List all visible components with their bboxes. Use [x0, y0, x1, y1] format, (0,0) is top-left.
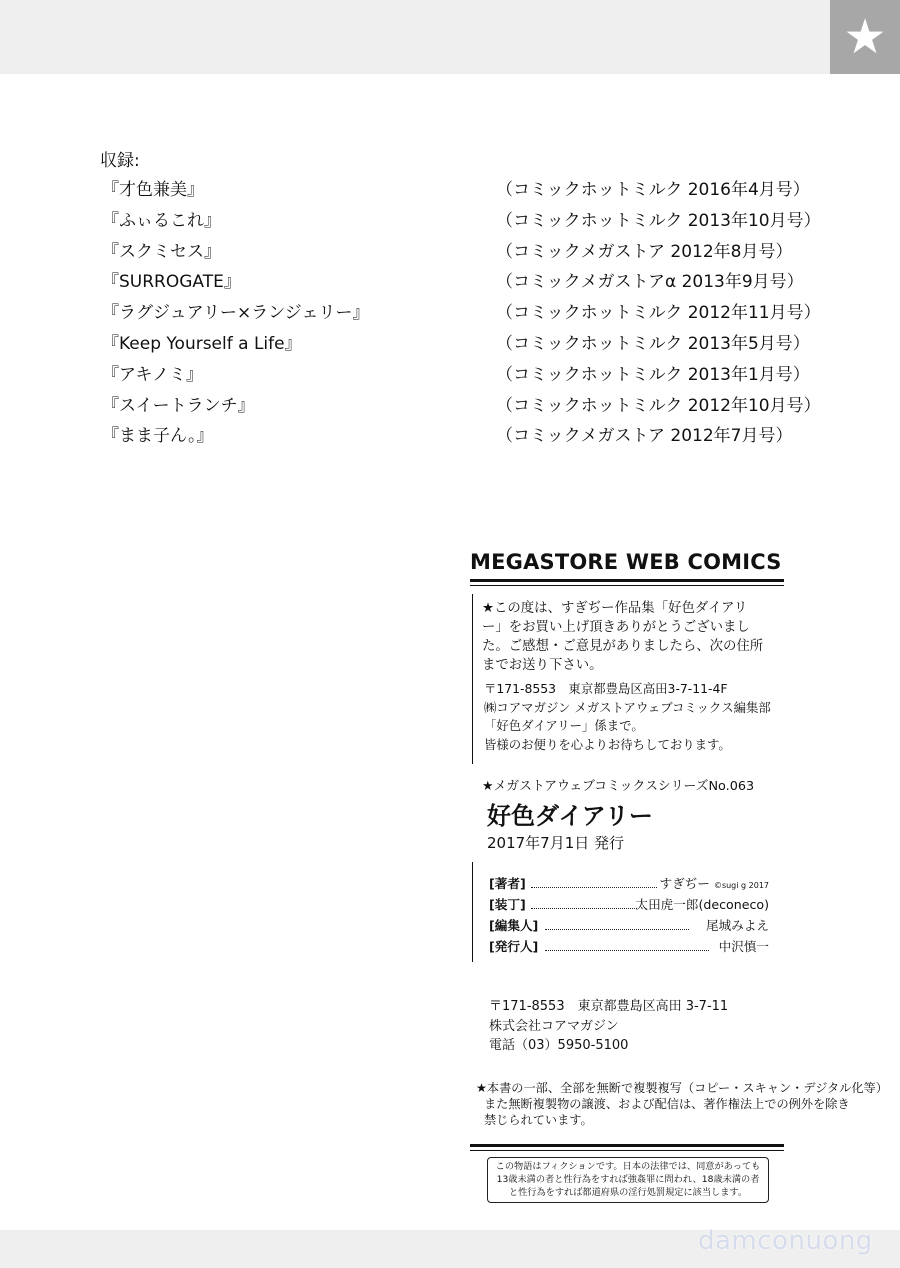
story-source: （コミックホットミルク 2016年4月号）	[496, 180, 810, 200]
publication-date: 2017年7月1日 発行	[487, 834, 625, 852]
credit-design	[489, 895, 769, 915]
list-item	[100, 329, 840, 360]
list-item	[100, 267, 840, 298]
credit-name: 中沢慎一	[718, 939, 769, 954]
credit-role: [装丁]	[489, 897, 526, 912]
notice-line: この物語はフィクションです。日本の法律では、同意があっても	[495, 1161, 761, 1172]
dot-leader	[531, 895, 637, 909]
story-source: （コミックメガストアα 2013年9月号）	[496, 272, 804, 293]
list-item	[100, 175, 840, 206]
list-item	[100, 391, 840, 422]
copyright-notice	[476, 1080, 888, 1128]
credit-role: [編集人]	[489, 918, 539, 933]
divider	[472, 594, 473, 764]
message-line: までお送り下さい。	[482, 658, 603, 673]
story-source: （コミックホットミルク 2013年10月号）	[496, 210, 821, 231]
mailing-address	[484, 680, 784, 754]
story-source: （コミックホットミルク 2012年10月号）	[496, 395, 821, 416]
watermark: damconuong	[698, 1226, 873, 1256]
publisher-info	[489, 997, 728, 1056]
fiction-notice-box	[487, 1157, 769, 1203]
story-title: 『SURROGATE』	[102, 272, 241, 293]
list-item	[100, 421, 840, 452]
notice-line: 13歳未満の者と性行為をすれば強姦罪に問われ、18歳未満の者	[496, 1174, 760, 1186]
address-line: 皆様のお便りを心よりお待ちしております。	[484, 736, 731, 752]
credit-author	[489, 874, 769, 894]
list-item	[100, 298, 840, 329]
publisher-line: 〒171-8553 東京都豊島区高田 3-7-11	[489, 999, 729, 1014]
credit-name: 太田虎一郎(deconeco)	[635, 897, 769, 912]
divider	[470, 1144, 784, 1147]
message-line: た。ご感想・ご意見がありましたら、次の住所	[482, 639, 764, 654]
contents-heading: 収録:	[100, 151, 140, 171]
story-title: 『才色兼美』	[102, 180, 204, 200]
corner-star-box	[830, 0, 900, 74]
story-title: 『アキノミ』	[102, 364, 203, 385]
address-line: 「好色ダイアリー」係まで。	[484, 718, 644, 733]
brand-title: MEGASTORE WEB COMICS	[470, 550, 782, 574]
legal-line: 禁じられています。	[484, 1113, 593, 1127]
address-line: 〒171-8553 東京都豊島区高田3-7-11-4F	[484, 681, 728, 696]
story-source: （コミックメガストア 2012年8月号）	[496, 241, 793, 262]
top-band	[0, 0, 900, 74]
book-title: 好色ダイアリー	[487, 802, 653, 830]
star-icon: ★	[843, 9, 887, 65]
dot-leader	[531, 874, 657, 888]
dot-leader	[545, 916, 689, 930]
story-title: 『ラグジュアリー×ランジェリー』	[102, 303, 370, 324]
legal-line: ★本書の一部、全部を無断で複製複写（コピー・スキャン・デジタル化等）	[476, 1081, 888, 1095]
credit-role: [著者]	[489, 876, 526, 891]
notice-line: と性行為をすれば都道府県の淫行処罰規定に該当します。	[508, 1187, 748, 1199]
story-source: （コミックホットミルク 2013年1月号）	[496, 364, 810, 385]
divider	[470, 585, 784, 586]
credit-name: すぎぢー	[659, 876, 710, 891]
divider	[470, 579, 784, 582]
thank-you-message	[482, 599, 782, 675]
legal-line: また無断複製物の譲渡、および配信は、著作権法上での例外を除き	[484, 1097, 850, 1111]
credit-publisher	[489, 937, 769, 957]
address-line: ㈱コアマガジン メガストアウェブコミックス編集部	[484, 699, 771, 715]
story-source: （コミックホットミルク 2012年11月号）	[496, 303, 821, 324]
story-title: 『まま子ん。』	[102, 426, 214, 447]
series-line: ★メガストアウェブコミックスシリーズNo.063	[482, 779, 755, 794]
story-source: （コミックメガストア 2012年7月号）	[496, 426, 793, 447]
story-title: 『スクミセス』	[102, 241, 221, 262]
message-line: ー」をお買い上げ頂きありがとうございまし	[482, 620, 750, 635]
publisher-line: 株式会社コアマガジン	[489, 1018, 619, 1034]
divider	[470, 1150, 784, 1151]
story-source: （コミックホットミルク 2013年5月号）	[496, 333, 810, 354]
credit-editor	[489, 916, 769, 936]
story-title: 『スイートランチ』	[102, 395, 255, 416]
credit-role: [発行人]	[489, 939, 539, 954]
list-item	[100, 206, 840, 237]
credit-name: 尾城みよえ	[706, 918, 769, 933]
story-title: 『ふぃるこれ』	[102, 210, 221, 231]
message-line: ★この度は、すぎぢー作品集「好色ダイアリ	[482, 601, 748, 616]
list-item	[100, 360, 840, 391]
list-item	[100, 237, 840, 268]
publisher-line: 電話（03）5950-5100	[489, 1038, 629, 1053]
story-title: 『Keep Yourself a Life』	[102, 333, 302, 354]
copyright-note: ©sugi g 2017	[713, 881, 769, 890]
divider	[472, 862, 473, 962]
dot-leader	[545, 937, 709, 951]
credit-name-group	[660, 874, 769, 896]
contents-list	[100, 146, 840, 452]
